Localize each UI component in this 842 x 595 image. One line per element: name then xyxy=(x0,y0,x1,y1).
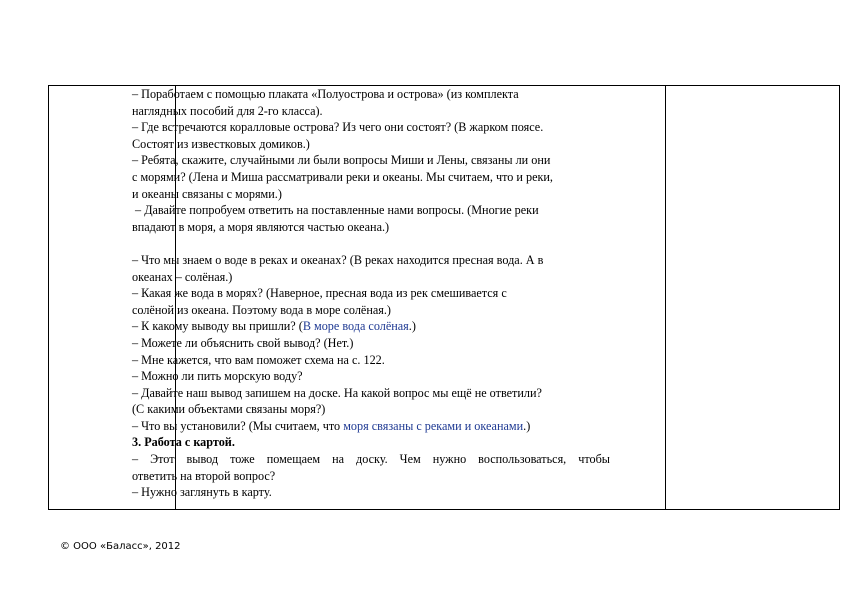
text-part: .) xyxy=(523,418,531,433)
copyright-footer: © ООО «Баласс», 2012 xyxy=(60,541,181,552)
text-line: – Можете ли объяснить свой вывод? (Нет.) xyxy=(132,335,354,350)
text-line: – Давайте наш вывод запишем на доске. На какой вопрос мы ещё не ответили? xyxy=(132,385,542,400)
text-part: – К какому выводу вы пришли? ( xyxy=(132,319,303,334)
text-line: Состоят из известковых домиков.) xyxy=(132,136,310,151)
highlighted-conclusion: моря связаны с реками и океанами xyxy=(343,418,524,433)
text-line: – Где встречаются коралловые острова? Из чего они состоят? (В жарком поясе. xyxy=(132,120,544,135)
text-line xyxy=(132,451,610,468)
text-line: – Поработаем с помощью плаката «Полуострова и острова» (из комплекта xyxy=(132,87,519,101)
section-heading: 3. Работа с картой. xyxy=(132,435,235,450)
text-line: наглядных пособий для 2-го класса). xyxy=(132,103,323,118)
text-line: солёной из океана. Поэтому вода в море солёная.) xyxy=(132,302,391,317)
text-line xyxy=(132,418,610,435)
text-line: (С какими объектами связаны моря?) xyxy=(132,402,326,417)
text-line: – Мне кажется, что вам поможет схема на с. 122. xyxy=(132,352,385,367)
text-line: океанах – солёная.) xyxy=(132,269,233,284)
text-line: ответить на второй вопрос? xyxy=(132,468,276,483)
text-part: .) xyxy=(408,319,416,334)
blank-line xyxy=(132,235,610,252)
table-column-right xyxy=(665,86,839,509)
text-line: – Что мы знаем о воде в реках и океанах? (В реках находится пресная вода. А в xyxy=(132,252,544,267)
text-line: – Какая же вода в морях? (Наверное, пресная вода из рек смешивается с xyxy=(132,286,507,301)
text-line xyxy=(132,318,610,335)
text-line: – Нужно заглянуть в карту. xyxy=(132,485,272,500)
text-part: – Что вы установили? (Мы считаем, что xyxy=(132,418,344,433)
text-line: и океаны связаны с морями.) xyxy=(132,186,282,201)
text-line: с морями? (Лена и Миша рассматривали реки и океаны. Мы считаем, что и реки, xyxy=(132,169,553,184)
text-line: – Давайте попробуем ответить на поставленные нами вопросы. (Многие реки xyxy=(132,203,539,218)
text-part: – Этот вывод тоже помещаем на доску. Чем нужно воспользоваться, чтобы xyxy=(132,452,610,467)
highlighted-conclusion: В море вода солёная xyxy=(302,319,409,334)
lesson-text xyxy=(132,86,610,501)
text-line: впадают в моря, а моря являются частью океана.) xyxy=(132,219,390,234)
text-line: – Ребята, скажите, случайными ли были вопросы Миши и Лены, связаны ли они xyxy=(132,153,551,168)
text-line: – Можно ли пить морскую воду? xyxy=(132,369,303,384)
